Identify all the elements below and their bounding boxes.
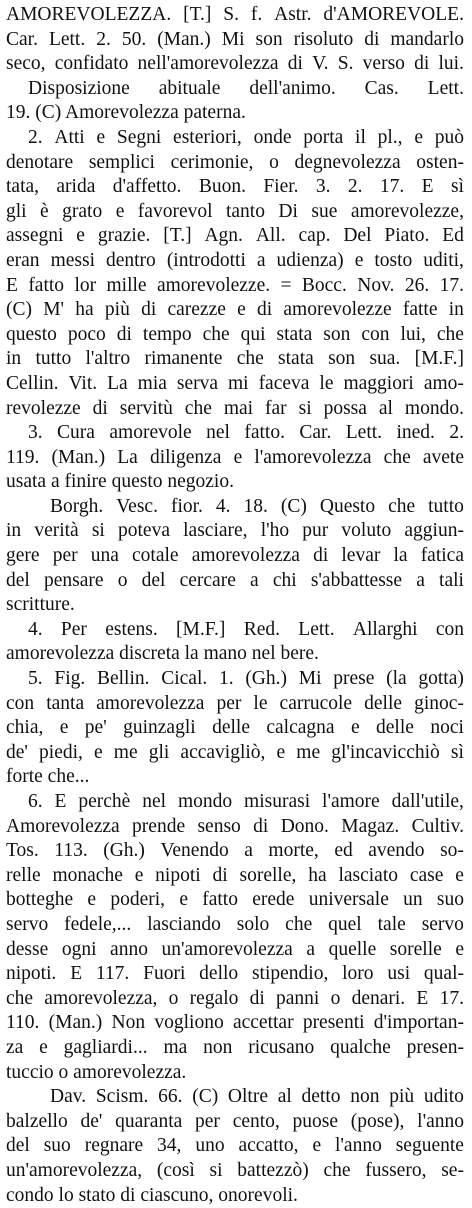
text-line: E fatto lor mille amorevolezze. = Bocc. Nov. 26. 17. bbox=[6, 274, 464, 299]
text-line: condo lo stato di ciascuno, onorevoli. bbox=[6, 1184, 464, 1208]
text-line: desse ogni anno un'amorevolezza a quelle sorelle e bbox=[6, 938, 464, 963]
text-line: 110. (Man.) Non vogliono accettar presenti d'importan- bbox=[6, 1011, 464, 1036]
text-line: nipoti. E 117. Fuori dello stipendio, loro usi qual- bbox=[6, 962, 464, 987]
text-line: eran messi dentro (introdotti a udienza) e tosto uditi, bbox=[6, 249, 464, 274]
text-line: seco, confidato nell'amorevolezza di V. S. verso di lui. bbox=[6, 52, 464, 77]
text-line: Borgh. Vesc. fior. 4. 18. (C) Questo che tutto bbox=[6, 495, 464, 520]
text-line: za e gagliardi... ma non ricusano qualche presen- bbox=[6, 1036, 464, 1061]
text-line: del pensare o del cercare a chi s'abbattesse a tali bbox=[6, 569, 464, 594]
text-line: 3. Cura amorevole nel fatto. Car. Lett. ined. 2. bbox=[6, 421, 464, 446]
text-line: assegni e grazie. [T.] Agn. All. cap. Del Piato. Ed bbox=[6, 224, 464, 249]
text-line: in verità si poteva lasciare, l'ho pur voluto aggiun- bbox=[6, 519, 464, 544]
text-line: un'amorevolezza, (così si battezzò) che fussero, se- bbox=[6, 1159, 464, 1184]
text-line: denotare semplici cerimonie, o degnevolezza osten- bbox=[6, 151, 464, 176]
text-line: relle monache e nipoti di sorelle, ha lasciato case e bbox=[6, 864, 464, 889]
text-line: Tos. 113. (Gh.) Venendo a morte, ed avendo so- bbox=[6, 839, 464, 864]
text-line: tuccio o amorevolezza. bbox=[6, 1061, 464, 1086]
text-line: del suo regnare 34, uno accatto, e l'anno seguente bbox=[6, 1134, 464, 1159]
text-line: (C) M' ha più di carezze e di amorevolezze fatte in bbox=[6, 298, 464, 323]
text-line: scritture. bbox=[6, 593, 464, 618]
text-line: balzello de' quaranta per cento, puose (pose), l'anno bbox=[6, 1110, 464, 1135]
text-line: revolezze di servitù che mai far si possa al mondo. bbox=[6, 397, 464, 422]
text-line: botteghe e poderi, e fatto erede universale un suo bbox=[6, 888, 464, 913]
text-line: 5. Fig. Bellin. Cical. 1. (Gh.) Mi prese (la gotta) bbox=[6, 667, 464, 692]
text-line: 119. (Man.) La diligenza e l'amorevolezza che avete bbox=[6, 446, 464, 471]
text-line: 2. Atti e Segni esteriori, onde porta il pl., e può bbox=[6, 126, 464, 151]
text-line: Disposizione abituale dell'animo. Cas. Lett. bbox=[6, 77, 464, 102]
text-line: questo poco di tempo che qui stata son con lui, che bbox=[6, 323, 464, 348]
text-line: usata a finire questo negozio. bbox=[6, 470, 464, 495]
text-line: forte che... bbox=[6, 765, 464, 790]
text-line: de' piedi, e me gli accavigliò, e me gl'incavicchiò sì bbox=[6, 741, 464, 766]
text-line: chia, e pe' guinzagli delle calcagna e delle noci bbox=[6, 716, 464, 741]
text-line: Amorevolezza prende senso di Dono. Magaz. Cultiv. bbox=[6, 815, 464, 840]
text-line: gere per una cotale amorevolezza di levar la fatica bbox=[6, 544, 464, 569]
text-line: Car. Lett. 2. 50. (Man.) Mi son risoluto di mandarlo bbox=[6, 28, 464, 53]
text-line: 4. Per estens. [M.F.] Red. Lett. Allarghi con bbox=[6, 618, 464, 643]
text-line: 6. E perchè nel mondo misurasi l'amore dall'utile, bbox=[6, 790, 464, 815]
text-line: AMOREVOLEZZA. [T.] S. f. Astr. d'AMOREVOLE. bbox=[6, 3, 464, 28]
text-line: tata, arida d'affetto. Buon. Fier. 3. 2. 17. E sì bbox=[6, 175, 464, 200]
text-line: servo fedele,... lasciando solo che quel tale servo bbox=[6, 913, 464, 938]
text-line: 19. (C) Amorevolezza paterna. bbox=[6, 101, 464, 126]
text-line: Dav. Scism. 66. (C) Oltre al detto non più udito bbox=[6, 1085, 464, 1110]
text-line: che amorevolezza, o regalo di panni o denari. E 17. bbox=[6, 987, 464, 1012]
text-line: in tutto l'altro rimanente che stata son sua. [M.F.] bbox=[6, 347, 464, 372]
text-line: gli è grato e favorevol tanto Di sue amorevolezze, bbox=[6, 200, 464, 225]
text-line: con tanta amorevolezza per le carrucole delle ginoc- bbox=[6, 692, 464, 717]
text-line: amorevolezza discreta la mano nel bere. bbox=[6, 642, 464, 667]
text-line: Cellin. Vit. La mia serva mi faceva le maggiori amo- bbox=[6, 372, 464, 397]
